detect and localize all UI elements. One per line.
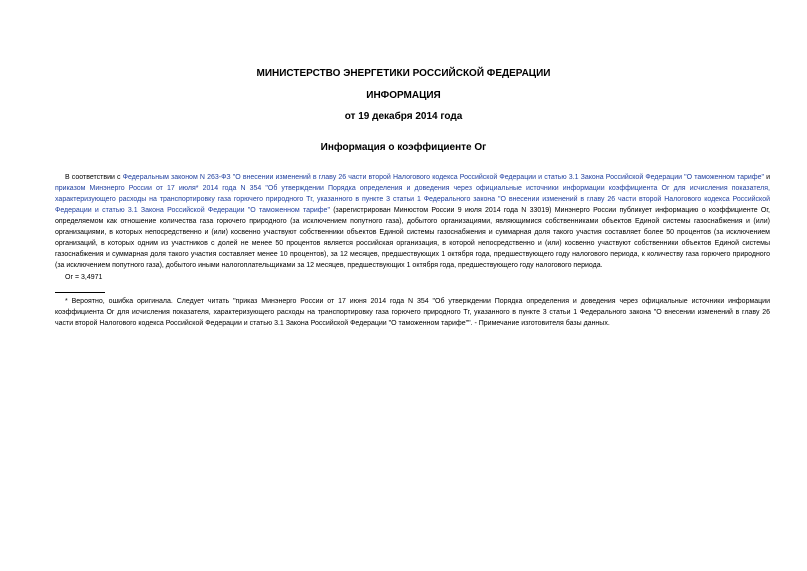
- paragraph-text-3: (зарегистрирован Минюстом России 9 июля 2014 года N 33019) Минэнерго России публикует информацию о коэффициенте Ог, определяемом как отношение количества газа горючего природного (за исключением попутного газа), добытого организациями, являющимися собственниками объектов Единой системы газоснабжения и (или) организациями, в которых непосредственно и (или) косвенно участвуют собственники объектов Единой системы газоснабжения и суммарная доля такого участия составляет более 50 процентов (за исключением организаций, в которых одним из участников с долей не менее 50 процентов является российская организация, в которой непосредственно и (или) косвенно участвуют собственники объектов Единой системы газоснабжения и суммарная доля такого участия составляет менее 10 процентов), за 12 месяцев, предшествующих 1 октября года, предшествующего году налогового периода, к количеству газа горючего природного (за исключением попутного газа), добытого иными налогоплательщиками за 12 месяцев, предшествующих 1 октября года, предшествующего году налогового периода.: [55, 207, 770, 269]
- footnote-text: * Вероятно, ошибка оригинала. Следует читать "приказ Минэнерго России от 17 июня 2014 года N 354 "Об утверждении Порядка определения и доведения через официальные источники информации коэффициента Ог для исчисления показателя, характеризующего расходы на транспортировку газа горючего природного Тг, указанного в пункте 3 статьи 1 Федерального закона "О внесении изменений в главу 26 части второй Налогового кодекса Российской Федерации и статью 3.1 Закона Российской Федерации "О таможенном тарифе"". - Примечание изготовителя базы данных.: [55, 298, 770, 327]
- main-paragraph: [55, 172, 770, 271]
- document-type-heading: ИНФОРМАЦИЯ: [366, 90, 441, 101]
- federal-law-link[interactable]: Федеральным законом N 263-ФЗ "О внесении изменений в главу 26 части второй Налогового кодекса Российской Федерации и статью 3.1 Закона Российской Федерации "О таможенном тарифе": [122, 174, 764, 181]
- footnote-divider: [55, 292, 105, 293]
- document-title: Информация о коэффициенте Ог: [320, 142, 487, 153]
- ministry-order-link[interactable]: приказом Минэнерго России от 17 июля* 2014 года N 354 "Об утверждении Порядка определения и доведения через официальные источники информации коэффициента Ог для исчисления показателя, характеризующего расходы на транспортировку газа горючего природного Тг, указанного в пункте 3 статьи 1 Федерального закона "О внесении изменений в главу 26 части второй Налогового кодекса Российской Федерации и статью 3.1 Закона Российской Федерации "О таможенном тарифе": [55, 185, 770, 214]
- paragraph-text-1: В соответствии с: [65, 174, 123, 181]
- ministry-heading: МИНИСТЕРСТВО ЭНЕРГЕТИКИ РОССИЙСКОЙ ФЕДЕРАЦИИ: [256, 68, 551, 79]
- document-date: от 19 декабря 2014 года: [344, 111, 463, 122]
- coefficient-value: Ог = 3,4971: [65, 274, 103, 281]
- paragraph-text-2: и: [763, 174, 771, 181]
